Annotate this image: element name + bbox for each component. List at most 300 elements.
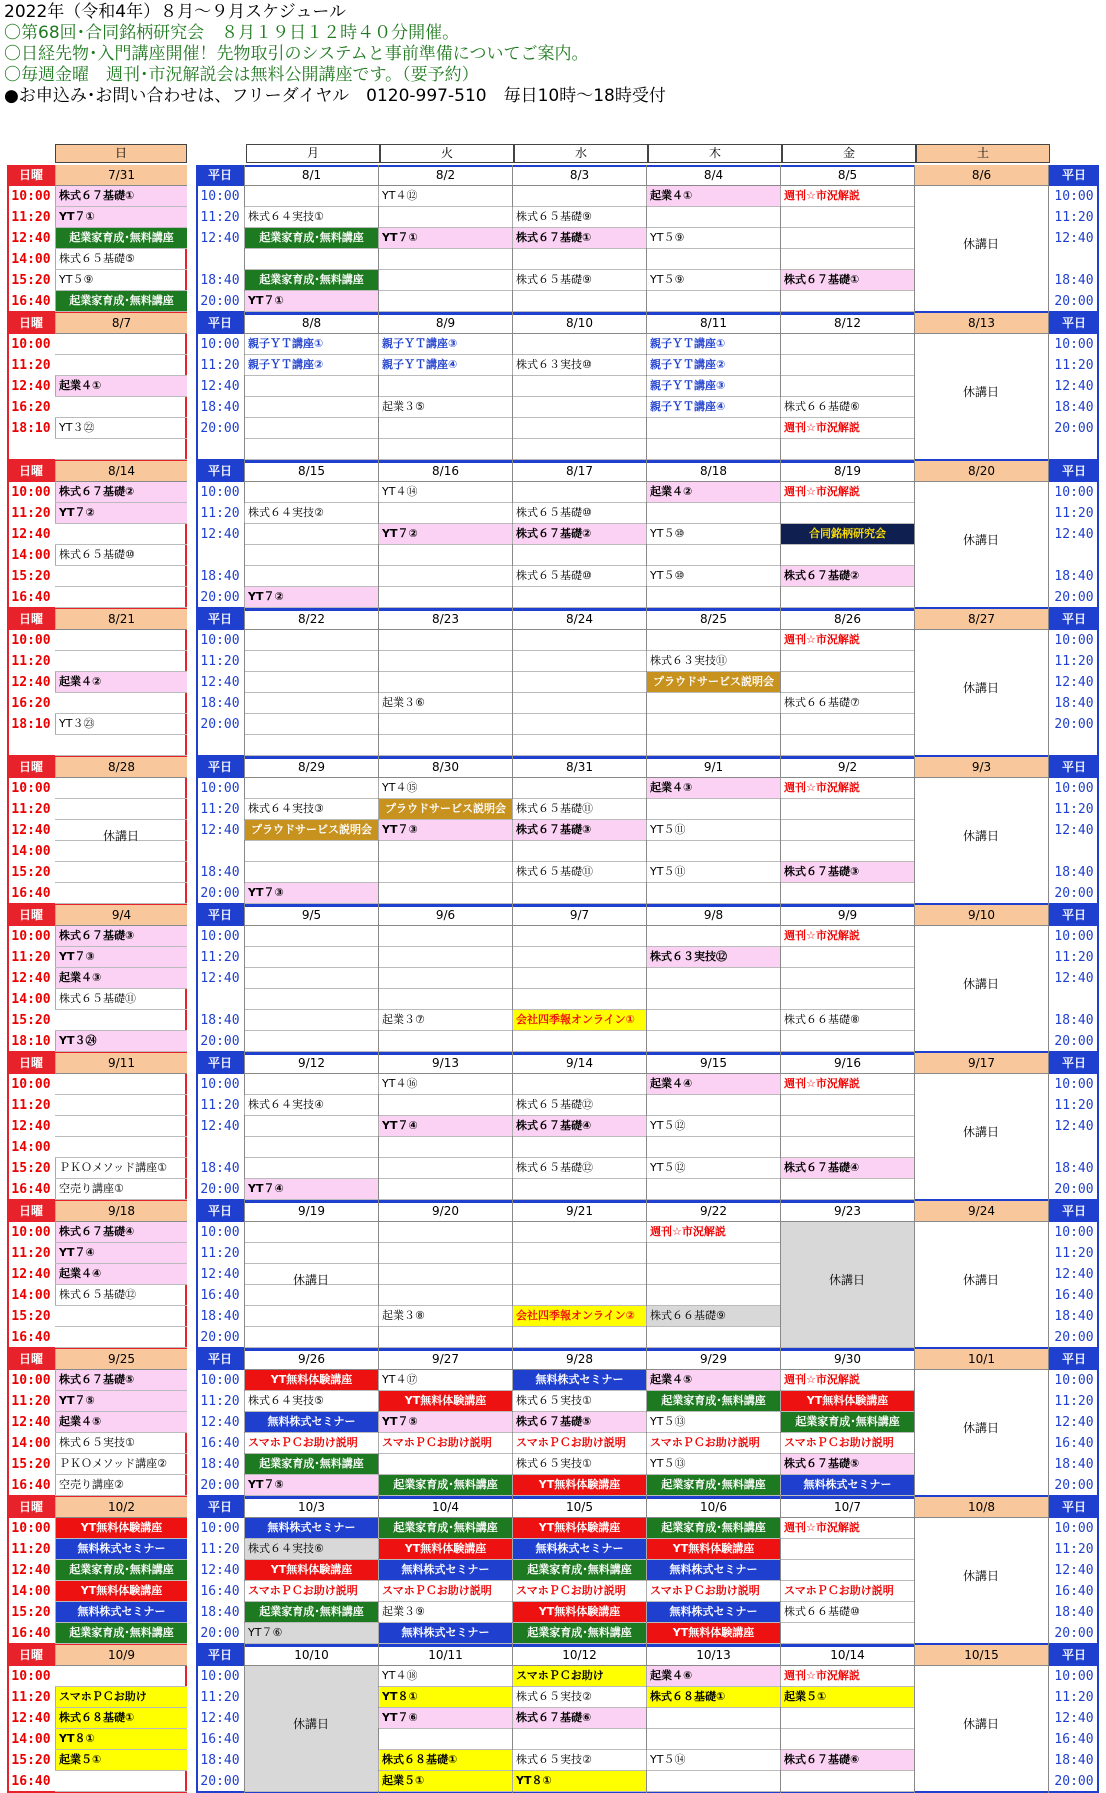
sunday-event[interactable]: スマホＰＣお助け: [55, 1687, 187, 1707]
day-header-sun: 日: [55, 144, 187, 163]
weekday-event[interactable]: YT７⑤: [244, 1475, 378, 1495]
sunday-time: 10:00: [11, 189, 51, 204]
sunday-time: 10:00: [11, 781, 51, 796]
weekday-event[interactable]: 株式６７基礎⑥: [780, 1750, 914, 1770]
weekday-event[interactable]: スマホＰＣお助け説明: [378, 1433, 512, 1453]
sunday-event[interactable]: 株式６５実技①: [55, 1433, 187, 1453]
weekday-event[interactable]: 起業家育成･無料講座: [512, 1623, 646, 1643]
weekday-event[interactable]: 株式６３実技⑩: [512, 355, 646, 375]
sunday-event[interactable]: 株式６５基礎⑫: [55, 1285, 187, 1305]
weekday-event[interactable]: 起業家育成･無料講座: [244, 1454, 378, 1474]
weekday-event[interactable]: 起業４③: [646, 778, 780, 798]
weekday-time: [196, 735, 244, 756]
sunday-event[interactable]: 株式６８基礎①: [55, 1708, 187, 1728]
weekday-time: 12:40: [200, 379, 240, 394]
weekday-event[interactable]: YT５⑭: [646, 1750, 780, 1770]
weekday-event[interactable]: スマホＰＣお助け説明: [780, 1433, 914, 1453]
weekday-event[interactable]: スマホＰＣお助け説明: [244, 1433, 378, 1453]
weekday-event[interactable]: YT５⑩: [646, 524, 780, 544]
sunday-time: 15:20: [11, 1457, 51, 1472]
weekday-event[interactable]: YT無料体験講座: [244, 1370, 378, 1390]
sunday-row: [55, 1095, 187, 1116]
sunday-event[interactable]: YT５⑨: [55, 270, 187, 290]
sunday-event[interactable]: 起業４①: [55, 376, 187, 396]
sunday-event[interactable]: 起業５①: [55, 1750, 187, 1770]
date-cell: 9/17: [914, 1053, 1048, 1074]
weekday-event[interactable]: プラウドサービス説明会: [646, 672, 780, 692]
weekday-time-right: 10:00: [1054, 1077, 1094, 1092]
weekday-event[interactable]: YT５⑩: [646, 566, 780, 586]
sunday-time: 18:10: [11, 717, 51, 732]
weekday-event[interactable]: スマホＰＣお助け: [512, 1666, 646, 1686]
sunday-event[interactable]: 起業家育成･無料講座: [55, 1560, 187, 1580]
sunday-event[interactable]: 株式６７基礎⑤: [55, 1370, 187, 1390]
weekday-time-right: 11:20: [1054, 1246, 1094, 1261]
weekday-event[interactable]: 株式６５実技②: [512, 1687, 646, 1707]
weekday-event[interactable]: 起業３⑦: [378, 1010, 512, 1030]
weekday-event[interactable]: 株式６５実技①: [512, 1391, 646, 1411]
weekday-time-right: 16:40: [1054, 1584, 1094, 1599]
weekday-time-right: 20:00: [1054, 421, 1094, 436]
weekday-event[interactable]: 親子ＹＴ講座④: [378, 355, 512, 375]
weekday-event[interactable]: 株式６５基礎⑩: [512, 503, 646, 523]
date-cell: 9/6: [378, 905, 512, 926]
weekday-tag-right: 平日: [1049, 461, 1099, 482]
weekday-event[interactable]: YT７③: [378, 820, 512, 840]
column-divider: [1048, 757, 1049, 905]
weekday-event[interactable]: 株式６７基礎③: [512, 820, 646, 840]
weekday-event[interactable]: YT５⑪: [646, 862, 780, 882]
weekday-event[interactable]: 株式６８基礎①: [646, 1687, 780, 1707]
weekday-tag-right: 平日: [1049, 1645, 1099, 1666]
sunday-event[interactable]: YT無料体験講座: [55, 1581, 187, 1601]
weekday-time-right: 10:00: [1054, 337, 1094, 352]
sunday-event[interactable]: 無料株式セミナー: [55, 1539, 187, 1559]
weekday-event[interactable]: 株式６４実技⑤: [244, 1391, 378, 1411]
weekday-event[interactable]: YT無料体験講座: [512, 1602, 646, 1622]
sunday-event[interactable]: 株式６５基礎⑤: [55, 249, 187, 269]
weekday-event[interactable]: YT７①: [244, 291, 378, 311]
sunday-event[interactable]: ＰＫＯメソッド講座②: [55, 1454, 187, 1474]
sunday-time: 12:40: [11, 823, 51, 838]
weekday-event[interactable]: 起業家育成･無料講座: [244, 1602, 378, 1622]
week-block: [7, 1497, 1099, 1645]
weekday-time: 18:40: [200, 1013, 240, 1028]
sunday-row: [55, 1327, 187, 1348]
sunday-event[interactable]: 株式６７基礎③: [55, 926, 187, 946]
date-cell: 8/16: [378, 461, 512, 482]
weekday-event[interactable]: 起業家育成･無料講座: [646, 1475, 780, 1495]
weekday-event[interactable]: 起業４⑥: [646, 1666, 780, 1686]
weekday-event[interactable]: 起業４②: [646, 482, 780, 502]
weekday-event[interactable]: 株式６７基礎①: [780, 270, 914, 290]
weekday-tag: 平日: [196, 1201, 244, 1222]
weekday-event[interactable]: スマホＰＣお助け説明: [512, 1433, 646, 1453]
weekday-event[interactable]: 株式６５基礎⑩: [512, 566, 646, 586]
weekday-event[interactable]: YT４⑫: [378, 186, 512, 206]
weekday-event[interactable]: YT５⑫: [646, 1116, 780, 1136]
date-cell: 9/15: [646, 1053, 780, 1074]
saturday-holiday-label: 休講日: [962, 1421, 999, 1435]
date-cell: 8/11: [646, 313, 780, 334]
sunday-event[interactable]: 空売り講座②: [55, 1475, 187, 1495]
sunday-time: 11:20: [11, 1542, 51, 1557]
date-cell: 8/3: [512, 165, 646, 186]
weekday-time-right: 12:40: [1054, 1119, 1094, 1134]
weekday-event[interactable]: 親子ＹＴ講座②: [244, 355, 378, 375]
weekday-time: 11:20: [200, 358, 240, 373]
weekday-event[interactable]: YT７④: [378, 1116, 512, 1136]
weekday-time-right: 11:20: [1054, 1098, 1094, 1113]
weekday-event[interactable]: YT５⑬: [646, 1454, 780, 1474]
weekday-event[interactable]: 無料株式セミナー: [512, 1539, 646, 1559]
weekday-event[interactable]: 株式６４実技④: [244, 1095, 378, 1115]
weekday-event[interactable]: 株式６５基礎⑪: [512, 799, 646, 819]
weekday-event[interactable]: 無料株式セミナー: [378, 1623, 512, 1643]
weekday-event[interactable]: 週刊☆市況解説: [780, 482, 914, 502]
sunday-time: 10:00: [11, 633, 51, 648]
sunday-event[interactable]: 起業４②: [55, 672, 187, 692]
weekday-time-right: 20:00: [1054, 717, 1094, 732]
day-header-row: [7, 144, 1099, 163]
weekday-tag-right: 平日: [1049, 1053, 1099, 1074]
column-divider: [1048, 1497, 1049, 1645]
weekday-event[interactable]: 週刊☆市況解説: [646, 1222, 780, 1242]
weekday-event[interactable]: 起業３⑥: [378, 693, 512, 713]
sunday-row: [55, 1137, 187, 1158]
sunday-time: 16:40: [11, 1182, 51, 1197]
weekday-time: 18:40: [200, 1753, 240, 1768]
weekday-event[interactable]: 無料株式セミナー: [244, 1518, 378, 1538]
weekday-event[interactable]: 株式６７基礎②: [780, 566, 914, 586]
sunday-event[interactable]: YT７⑤: [55, 1391, 187, 1411]
weekday-event[interactable]: YT無料体験講座: [378, 1391, 512, 1411]
weekday-time: 11:20: [200, 1542, 240, 1557]
weekday-event[interactable]: 親子ＹＴ講座①: [244, 334, 378, 354]
sunday-time: 11:20: [11, 950, 51, 965]
weekday-time: 20:00: [200, 717, 240, 732]
sunday-event[interactable]: 無料株式セミナー: [55, 1602, 187, 1622]
weekday-event[interactable]: 株式６４実技⑥: [244, 1539, 378, 1559]
weekday-event[interactable]: YT７③: [244, 883, 378, 903]
weekday-event[interactable]: 株式６７基礎③: [780, 862, 914, 882]
weekday-event[interactable]: 株式６４実技①: [244, 207, 378, 227]
sunday-event[interactable]: 起業４③: [55, 968, 187, 988]
sunday-event[interactable]: 起業４⑤: [55, 1412, 187, 1432]
sunday-event[interactable]: 株式６７基礎④: [55, 1222, 187, 1242]
weekday-event[interactable]: 起業家育成･無料講座: [646, 1391, 780, 1411]
sunday-event[interactable]: 起業家育成･無料講座: [55, 228, 187, 248]
weekday-event[interactable]: 親子ＹＴ講座③: [646, 376, 780, 396]
weekday-event[interactable]: YT無料体験講座: [512, 1475, 646, 1495]
date-cell: 10/14: [780, 1645, 914, 1666]
date-cell: 10/11: [378, 1645, 512, 1666]
weekday-time: [196, 841, 244, 862]
sunday-time: 10:00: [11, 1077, 51, 1092]
sunday-event[interactable]: ＰＫＯメソッド講座①: [55, 1158, 187, 1178]
weekday-event[interactable]: 株式６８基礎①: [378, 1750, 512, 1770]
sunday-time: 11:20: [11, 358, 51, 373]
weekday-event[interactable]: 起業３⑤: [378, 397, 512, 417]
weekday-event[interactable]: プラウドサービス説明会: [378, 799, 512, 819]
sunday-event[interactable]: YT７③: [55, 947, 187, 967]
weekday-tag-right: 平日: [1049, 609, 1099, 630]
weekday-event[interactable]: プラウドサービス説明会: [244, 820, 378, 840]
date-cell: 8/1: [244, 165, 378, 186]
weekday-event[interactable]: 株式６５実技②: [512, 1750, 646, 1770]
weekday-event[interactable]: スマホＰＣお助け説明: [780, 1581, 914, 1601]
weekday-event[interactable]: YT４⑮: [378, 778, 512, 798]
weekday-event[interactable]: 起業家育成･無料講座: [780, 1412, 914, 1432]
sunday-row: [55, 397, 187, 418]
sunday-time: [7, 735, 55, 756]
sunday-time: 15:20: [11, 1013, 51, 1028]
weekday-event[interactable]: YT７⑥: [378, 1708, 512, 1728]
weekday-event[interactable]: YT７⑤: [378, 1412, 512, 1432]
weekday-tag: 平日: [196, 1053, 244, 1074]
weekday-event[interactable]: 親子ＹＴ講座②: [646, 355, 780, 375]
weekday-event[interactable]: YT４⑯: [378, 1074, 512, 1094]
weekday-event[interactable]: YT４⑰: [378, 1370, 512, 1390]
weekday-event[interactable]: 週刊☆市況解説: [780, 418, 914, 438]
weekday-event[interactable]: 起業４①: [646, 186, 780, 206]
weekday-event[interactable]: YT７②: [378, 524, 512, 544]
weekday-event[interactable]: YT５⑫: [646, 1158, 780, 1178]
sunday-event[interactable]: 起業４④: [55, 1264, 187, 1284]
weekday-event[interactable]: 起業５①: [378, 1771, 512, 1791]
weekday-time: 10:00: [200, 337, 240, 352]
weekday-event[interactable]: 起業３⑧: [378, 1306, 512, 1326]
weekday-time-right: 11:20: [1054, 210, 1094, 225]
weekday-event[interactable]: スマホＰＣお助け説明: [646, 1581, 780, 1601]
date-cell: 9/13: [378, 1053, 512, 1074]
weekday-time: 20:00: [200, 1182, 240, 1197]
weekday-event[interactable]: 会社四季報オンライン①: [512, 1010, 646, 1030]
sunday-time: 10:00: [11, 929, 51, 944]
weekday-event[interactable]: 株式６５基礎⑫: [512, 1158, 646, 1178]
sunday-event[interactable]: 起業家育成･無料講座: [55, 1623, 187, 1643]
sunday-time: 14:00: [11, 1732, 51, 1747]
weekday-event[interactable]: 株式６７基礎②: [512, 524, 646, 544]
day-header-thu: 木: [648, 144, 782, 163]
sunday-time: 11:20: [11, 1394, 51, 1409]
weekday-row: [244, 376, 914, 397]
week-block: [7, 757, 1099, 905]
weekday-event[interactable]: YT無料体験講座: [646, 1623, 780, 1643]
weekday-event[interactable]: YT４⑱: [378, 1666, 512, 1686]
date-cell: 9/1: [646, 757, 780, 778]
weekday-event[interactable]: 起業５①: [780, 1687, 914, 1707]
sunday-event[interactable]: 空売り講座①: [55, 1179, 187, 1199]
weekday-event[interactable]: YT７④: [244, 1179, 378, 1199]
weekday-event[interactable]: YT５⑨: [646, 228, 780, 248]
weekday-event[interactable]: 無料株式セミナー: [780, 1475, 914, 1495]
saturday-holiday-label: 休講日: [962, 829, 999, 843]
weekday-event[interactable]: 株式６５基礎⑫: [512, 1095, 646, 1115]
column-divider: [1048, 1053, 1049, 1201]
weekday-event[interactable]: 無料株式セミナー: [512, 1370, 646, 1390]
weekday-event[interactable]: 株式６７基礎④: [512, 1116, 646, 1136]
weekday-event[interactable]: 起業３⑨: [378, 1602, 512, 1622]
weekday-event[interactable]: 週刊☆市況解説: [780, 1518, 914, 1538]
sunday-time: 15:20: [11, 273, 51, 288]
weekday-time: 11:20: [200, 802, 240, 817]
weekday-event[interactable]: スマホＰＣお助け説明: [244, 1581, 378, 1601]
weekday-event[interactable]: スマホＰＣお助け説明: [378, 1581, 512, 1601]
weekday-event[interactable]: YT無料体験講座: [244, 1560, 378, 1580]
weekday-event[interactable]: YT７①: [378, 228, 512, 248]
sunday-event[interactable]: YT３㉓: [55, 714, 187, 734]
weekday-event[interactable]: 週刊☆市況解説: [780, 778, 914, 798]
weekday-event[interactable]: 起業家育成･無料講座: [378, 1475, 512, 1495]
weekday-event[interactable]: 親子ＹＴ講座①: [646, 334, 780, 354]
weekday-event[interactable]: 無料株式セミナー: [244, 1412, 378, 1432]
sunday-tag: 日曜: [7, 461, 55, 482]
weekday-time: 12:40: [200, 527, 240, 542]
weekday-event[interactable]: 週刊☆市況解説: [780, 186, 914, 206]
sunday-time: 11:20: [11, 210, 51, 225]
date-cell: 9/3: [914, 757, 1048, 778]
date-cell: 9/23: [780, 1201, 914, 1222]
weekday-event[interactable]: 株式６７基礎⑥: [512, 1708, 646, 1728]
weekday-event[interactable]: 起業４⑤: [646, 1370, 780, 1390]
date-cell: 8/26: [780, 609, 914, 630]
weekday-event[interactable]: 無料株式セミナー: [646, 1602, 780, 1622]
sunday-event[interactable]: 起業家育成･無料講座: [55, 291, 187, 311]
sunday-event[interactable]: YT８①: [55, 1729, 187, 1749]
sunday-time: 14:00: [11, 1436, 51, 1451]
weekday-event[interactable]: 起業４④: [646, 1074, 780, 1094]
weekday-time: 11:20: [200, 1098, 240, 1113]
weekday-event[interactable]: YT無料体験講座: [512, 1518, 646, 1538]
weekday-time-right: 10:00: [1054, 1521, 1094, 1536]
weekday-event[interactable]: 起業家育成･無料講座: [244, 270, 378, 290]
sunday-event[interactable]: YT無料体験講座: [55, 1518, 187, 1538]
weekday-event[interactable]: YT８①: [378, 1687, 512, 1707]
sunday-row: [55, 1666, 187, 1687]
weekday-event[interactable]: 株式６６基礎⑦: [780, 693, 914, 713]
weekday-time-right: 16:40: [1054, 1436, 1094, 1451]
sunday-event[interactable]: YT３㉔: [55, 1031, 187, 1051]
week-block: [7, 905, 1099, 1053]
weekday-time: 18:40: [200, 865, 240, 880]
weekday-event[interactable]: YT無料体験講座: [780, 1391, 914, 1411]
sunday-time: 12:40: [11, 1415, 51, 1430]
sunday-row: [55, 587, 187, 608]
weekday-event[interactable]: 株式６５基礎⑨: [512, 270, 646, 290]
weekday-event[interactable]: 株式６７基礎④: [780, 1158, 914, 1178]
weekday-event[interactable]: YT５⑨: [646, 270, 780, 290]
sunday-time: 14:00: [11, 1584, 51, 1599]
weekday-time: 11:20: [200, 1690, 240, 1705]
weekday-tag: 平日: [196, 1349, 244, 1370]
sunday-event[interactable]: YT７④: [55, 1243, 187, 1263]
weekday-event[interactable]: 株式６６基礎⑥: [780, 397, 914, 417]
weekday-event[interactable]: 起業家育成･無料講座: [646, 1518, 780, 1538]
weekday-event[interactable]: 無料株式セミナー: [378, 1560, 512, 1580]
weekday-event[interactable]: YT８①: [512, 1771, 646, 1791]
weekday-event[interactable]: 週刊☆市況解説: [780, 1666, 914, 1686]
weekday-tag-right: 平日: [1049, 1497, 1099, 1518]
weekday-event[interactable]: 株式６７基礎⑤: [512, 1412, 646, 1432]
date-cell: 10/1: [914, 1349, 1048, 1370]
sunday-row: [55, 693, 187, 714]
weekday-event[interactable]: 無料株式セミナー: [646, 1560, 780, 1580]
weekday-event[interactable]: 株式６４実技②: [244, 503, 378, 523]
week-block: [7, 609, 1099, 757]
weekday-event[interactable]: YT５⑪: [646, 820, 780, 840]
weekday-tag-right: 平日: [1049, 757, 1099, 778]
weekday-event[interactable]: 合同銘柄研究会: [780, 524, 914, 544]
weekday-time-right: 12:40: [1054, 971, 1094, 986]
weekday-event[interactable]: 株式６６基礎⑩: [780, 1602, 914, 1622]
sunday-row: [55, 1306, 187, 1327]
sunday-tag: 日曜: [7, 1497, 55, 1518]
weekday-event[interactable]: スマホＰＣお助け説明: [646, 1433, 780, 1453]
weekday-event[interactable]: 株式６３実技⑫: [646, 947, 780, 967]
sunday-event[interactable]: YT７①: [55, 207, 187, 227]
weekday-event[interactable]: 起業家育成･無料講座: [512, 1560, 646, 1580]
weekday-event[interactable]: 親子ＹＴ講座③: [378, 334, 512, 354]
weekday-time-right: 11:20: [1054, 802, 1094, 817]
weekday-event[interactable]: YT５⑬: [646, 1412, 780, 1432]
weekday-time: 20:00: [200, 1034, 240, 1049]
weekday-tag: 平日: [196, 609, 244, 630]
sunday-time: 10:00: [11, 1373, 51, 1388]
sunday-event[interactable]: YT７②: [55, 503, 187, 523]
column-divider: [1048, 1349, 1049, 1497]
weekday-event[interactable]: 株式６５実技①: [512, 1454, 646, 1474]
sunday-event[interactable]: 株式６７基礎①: [55, 186, 187, 206]
weekday-event[interactable]: 株式６７基礎⑤: [780, 1454, 914, 1474]
header-line-3: 〇毎週金曜 週刊･市況解説会は無料公開講座です。（要予約）: [4, 65, 479, 85]
weekday-event[interactable]: 株式６６基礎⑧: [780, 1010, 914, 1030]
weekday-event[interactable]: YT４⑭: [378, 482, 512, 502]
column-divider: [1048, 609, 1049, 757]
saturday-holiday-label: 休講日: [962, 1717, 999, 1731]
weekday-time-right: 10:00: [1054, 1373, 1094, 1388]
sunday-date: 8/28: [55, 757, 187, 778]
weekday-event[interactable]: 週刊☆市況解説: [780, 926, 914, 946]
weekday-event[interactable]: 株式６３実技⑪: [646, 651, 780, 671]
weekday-event[interactable]: 株式６５基礎⑨: [512, 207, 646, 227]
weekday-event[interactable]: 株式６７基礎①: [512, 228, 646, 248]
weekday-event[interactable]: 株式６５基礎⑪: [512, 862, 646, 882]
date-cell: 8/29: [244, 757, 378, 778]
weekday-event[interactable]: 起業家育成･無料講座: [244, 228, 378, 248]
sunday-event[interactable]: 株式６７基礎②: [55, 482, 187, 502]
weekday-event[interactable]: 起業家育成･無料講座: [378, 1518, 512, 1538]
weekday-event[interactable]: 株式６６基礎⑨: [646, 1306, 780, 1326]
weekday-event[interactable]: YT７②: [244, 587, 378, 607]
header-line-1: 〇第68回･合同銘柄研究会 ８月１９日１２時４０分開催。: [4, 23, 460, 43]
weekday-event[interactable]: スマホＰＣお助け説明: [512, 1581, 646, 1601]
weekday-event[interactable]: YT７⑥: [244, 1623, 378, 1643]
weekday-event[interactable]: 会社四季報オンライン②: [512, 1306, 646, 1326]
weekday-event[interactable]: YT無料体験講座: [378, 1539, 512, 1559]
weekday-event[interactable]: 週刊☆市況解説: [780, 1370, 914, 1390]
weekday-event[interactable]: 親子ＹＴ講座④: [646, 397, 780, 417]
day-header-mon: 月: [246, 144, 380, 163]
sunday-event[interactable]: 株式６５基礎⑪: [55, 989, 187, 1009]
sunday-event[interactable]: YT３㉒: [55, 418, 187, 438]
weekday-event[interactable]: 週刊☆市況解説: [780, 1074, 914, 1094]
sunday-event[interactable]: 株式６５基礎⑩: [55, 545, 187, 565]
weekday-event[interactable]: 株式６４実技③: [244, 799, 378, 819]
weekday-event[interactable]: YT無料体験講座: [646, 1539, 780, 1559]
weekday-event[interactable]: 週刊☆市況解説: [780, 630, 914, 650]
weekday-time-right: 12:40: [1054, 1711, 1094, 1726]
